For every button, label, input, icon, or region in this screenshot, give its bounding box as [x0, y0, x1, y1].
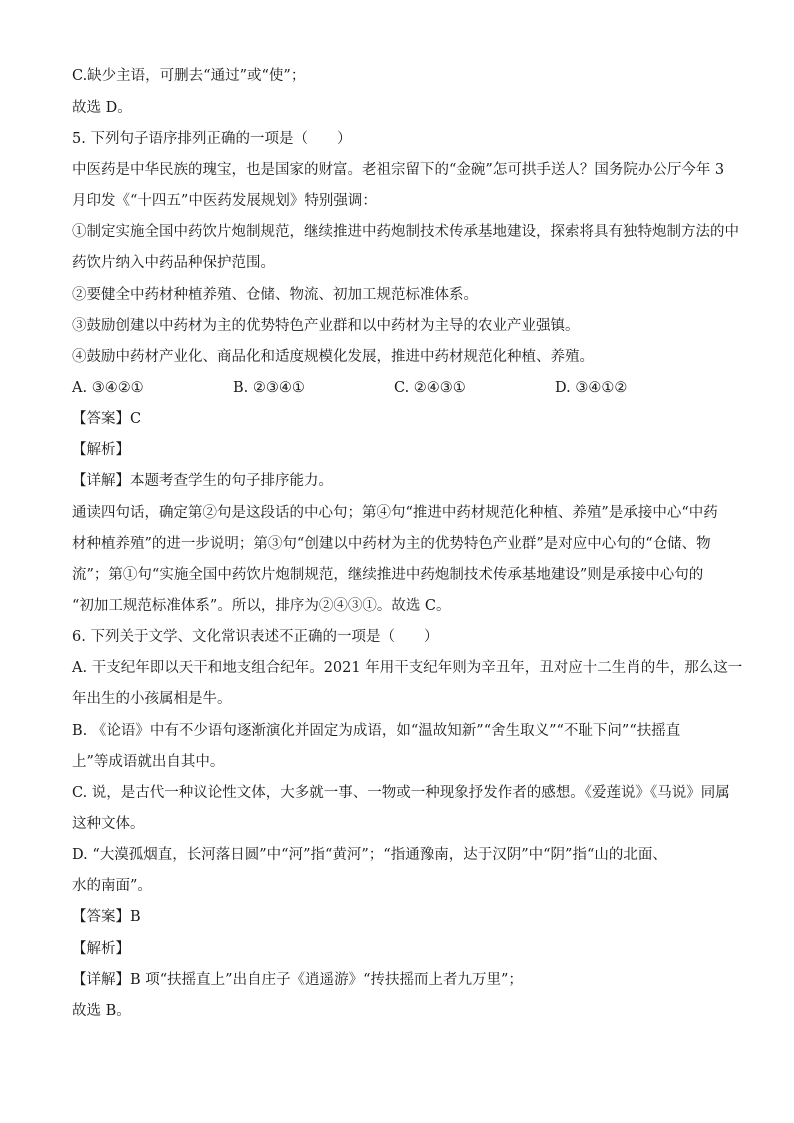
q5-explanation-line: 通读四句话，确定第②句是这段话的中心句；第④句“推进中药材规范化种植、养殖”是承接中心“中药	[72, 505, 718, 521]
q5-detail: 【详解】本题考查学生的句子排序能力。	[72, 473, 333, 489]
q5-explanation-line: “初加工规范标准体系”。所以，排序为②④③①。故选 C。	[72, 598, 451, 614]
q6-option-b: B. 《论语》中有不少语句逐渐演化并固定为成语，如“温故知新”“舍生取义”“不耻下问”“扶摇直	[72, 723, 681, 739]
q5-explanation-line: 材种植养殖”的进一步说明；第③句“创建以中药材为主的优势特色产业群”是对应中心句的“仓储、物	[72, 536, 711, 552]
q6-option-b-cont: 上”等成语就出自其中。	[72, 754, 225, 770]
q4-choose: 故选 D。	[72, 100, 132, 116]
q6-option-a-cont: 年出生的小孩属相是牛。	[72, 691, 232, 707]
q5-stem: 5. 下列句子语序排列正确的一项是（ ）	[72, 131, 352, 147]
q5-answer: 【答案】C	[72, 411, 142, 427]
q6-choose: 故选 B。	[72, 1003, 131, 1019]
q5-item-2: ②要健全中药材种植养殖、仓储、物流、初加工规范标准体系。	[72, 287, 478, 303]
q5-item-1: ①制定实施全国中药饮片炮制规范，继续推进中药炮制技术传承基地建设，探索将具有独特炮制方法的中	[72, 224, 739, 240]
q5-passage-line: 月印发《“十四五”中医药发展规划》特别强调：	[72, 193, 377, 209]
q5-option-d: D. ③④①②	[555, 380, 628, 396]
q5-option-c: C. ②④③①	[394, 380, 466, 396]
q5-options	[72, 378, 722, 398]
q5-option-a: A. ③④②①	[72, 380, 144, 396]
q5-item-1-cont: 药饮片纳入中药品种保护范围。	[72, 255, 275, 271]
q6-answer: 【答案】B	[72, 909, 141, 925]
q6-option-c: C. 说，是古代一种议论性文体，大多就一事、一物或一种现象抒发作者的感想。《爱莲说》《马说》同属	[72, 785, 730, 801]
q5-item-3: ③鼓励创建以中药材为主的优势特色产业群和以中药材为主导的农业产业强镇。	[72, 318, 580, 334]
q5-item-4: ④鼓励中药材产业化、商品化和适度规模化发展，推进中药材规范化种植、养殖。	[72, 349, 594, 365]
q6-detail: 【详解】B 项“扶摇直上”出自庄子《逍遥游》“抟扶摇而上者九万里”；	[72, 972, 523, 988]
q5-passage-line: 中医药是中华民族的瑰宝，也是国家的财富。老祖宗留下的“金碗”怎可拱手送人？国务院办公厅今年 3	[72, 162, 725, 178]
q6-option-d: D. “大漠孤烟直，长河落日圆”中“河”指“黄河”；“指通豫南，达于汉阴”中“阴”指“山的北面、	[72, 847, 667, 863]
q4-option-c-note: C.缺少主语，可删去“通过”或“使”；	[72, 68, 306, 84]
q6-stem: 6. 下列关于文学、文化常识表述不正确的一项是（ ）	[72, 629, 439, 645]
q6-option-c-cont: 这种文体。	[72, 816, 145, 832]
q6-option-a: A. 干支纪年即以天干和地支组合纪年。2021 年用干支纪年则为辛丑年，丑对应十二生肖的牛，那么这一	[72, 660, 743, 676]
q5-option-b: B. ②③④①	[233, 380, 305, 396]
q6-option-d-cont: 水的南面”。	[72, 878, 152, 894]
q5-explanation-line: 流”；第①句“实施全国中药饮片炮制规范，继续推进中药炮制技术传承基地建设”则是承接中心句的	[72, 567, 704, 583]
q5-analysis: 【解析】	[72, 442, 130, 458]
q6-analysis: 【解析】	[72, 941, 130, 957]
